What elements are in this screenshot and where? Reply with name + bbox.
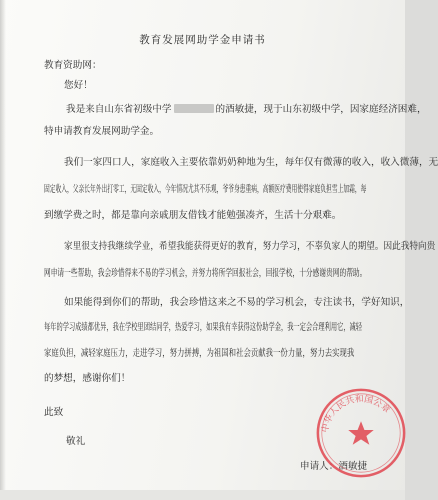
paragraph-4-line-3: 家庭负担，减轻家庭压力，走进学习，努力拼搏，为祖国和社会贡献我一份力量，努力去实现我 bbox=[44, 348, 355, 359]
closing-ci-zhi: 此致 bbox=[44, 407, 64, 418]
paragraph-3-line-1: 家里很支持我继续学业，希望我能获得更好的教育，努力学习，不辜负家人的期望。因此我特向贵 bbox=[64, 241, 436, 252]
paragraph-4-line-4: 的梦想，感谢你们！ bbox=[44, 373, 131, 384]
svg-text:中华人民共和国公章 bbox=[319, 393, 393, 433]
seal-text: 中华人民共和国公章 bbox=[320, 394, 392, 434]
paragraph-4-line-1: 如果能得到你们的帮助，我会珍惜这来之不易的学习机会，专注读书，学好知识， bbox=[64, 297, 410, 308]
salutation: 教育资助网： bbox=[44, 60, 102, 71]
seal-star-icon bbox=[348, 421, 373, 445]
bottom-fold-shadow bbox=[0, 466, 405, 500]
greeting: 您好！ bbox=[64, 80, 93, 91]
paragraph-3-line-2: 网申请一些帮助，我会珍惜得来不易的学习机会，并努力将所学回报社会，回报学校，十分感谢贵网的帮助。 bbox=[44, 268, 367, 279]
redacted-block bbox=[174, 104, 214, 113]
closing-jing-li: 敬礼 bbox=[66, 436, 86, 447]
paragraph-1-line-1 bbox=[66, 104, 427, 116]
paragraph-2-line-1: 我们一家四口人，家庭收入主要依靠奶奶种地为生，每年仅有微薄的收入，收入微薄，无 bbox=[64, 157, 438, 168]
document-title: 教育发展网助学金申请书 bbox=[139, 34, 266, 46]
paragraph-1-line-2: 特申请教育发展网助学金。 bbox=[44, 126, 160, 137]
paragraph-1-line-1-b: 的酒敏捷，现于山东初级中学，因家庭经济困难， bbox=[215, 104, 427, 115]
page-shadow bbox=[0, 0, 6, 500]
paragraph-2-line-3: 到缴学费之时，都是靠向亲戚朋友借钱才能勉强凑齐，生活十分艰难。 bbox=[44, 210, 342, 221]
signature-label: 申请人： bbox=[300, 461, 339, 472]
paragraph-1-line-1-a: 我是来自山东省初级中学 bbox=[66, 104, 172, 115]
paragraph-2-line-2: 固定收入，父亲长年外出打零工，无固定收入，今年情况尤其不乐观，爷爷身患重病，高额医疗费用使得家庭负担雪上加霜，每 bbox=[44, 184, 367, 195]
signature-name: 酒敏捷 bbox=[338, 461, 368, 472]
paragraph-4-line-2: 每年的学习成绩都优异，我在学校里团结同学，热爱学习，如果我有幸获得这份助学金，我一定会合理利用它，减轻 bbox=[44, 322, 363, 333]
